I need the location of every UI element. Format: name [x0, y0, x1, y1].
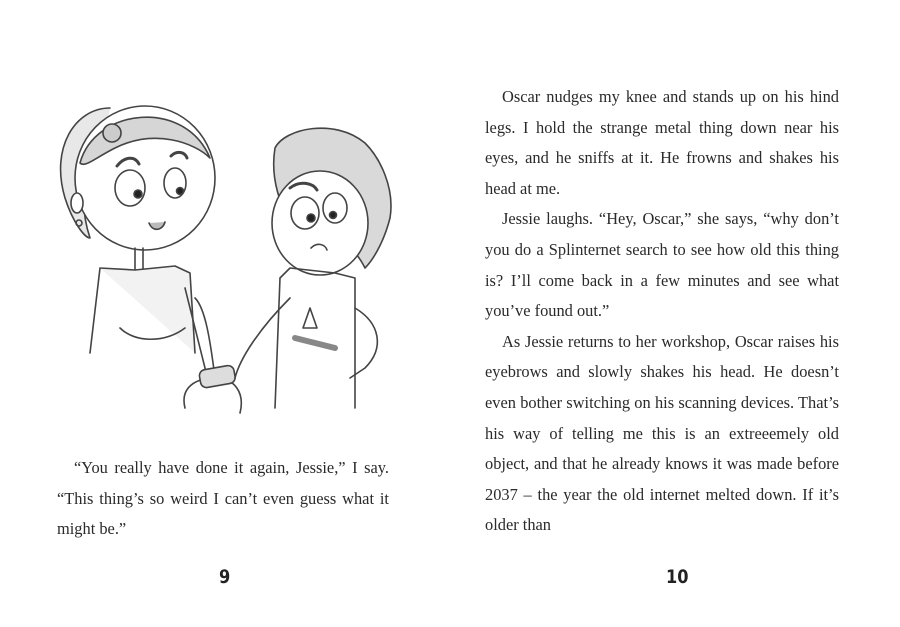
boy-head: [272, 171, 368, 275]
page-number: 9: [218, 566, 231, 588]
left-page-text: [57, 453, 389, 545]
paragraph: Jessie laughs. “Hey, Oscar,” she says, “why don’t you do a Splinternet search to see how old this thing is? I’ll come back in a few minutes and see what you’ve found out.”: [485, 209, 839, 321]
right-page-text: [485, 82, 839, 541]
paragraph: Oscar nudges my knee and stands up on his hind legs. I hold the strange metal thing down near his eyes, and he sniffs at it. He frowns and shakes his head at me.: [485, 87, 839, 198]
right-page: [450, 0, 900, 627]
page-number: 10: [665, 566, 689, 588]
paragraph: “You really have done it again, Jessie,” I say. “This thing’s so weird I can’t even guess what it might be.”: [57, 458, 389, 539]
two-characters-illustration: [35, 88, 415, 418]
paragraph: As Jessie returns to her workshop, Oscar raises his eyebrows and slowly shakes his head. He doesn’t even bother switching on his scanning devices. That’s his way of telling me this is an extreeemely old object, and that he already knows it was made before 2037 – the year the old internet melted down. If it’s older than: [485, 331, 839, 535]
